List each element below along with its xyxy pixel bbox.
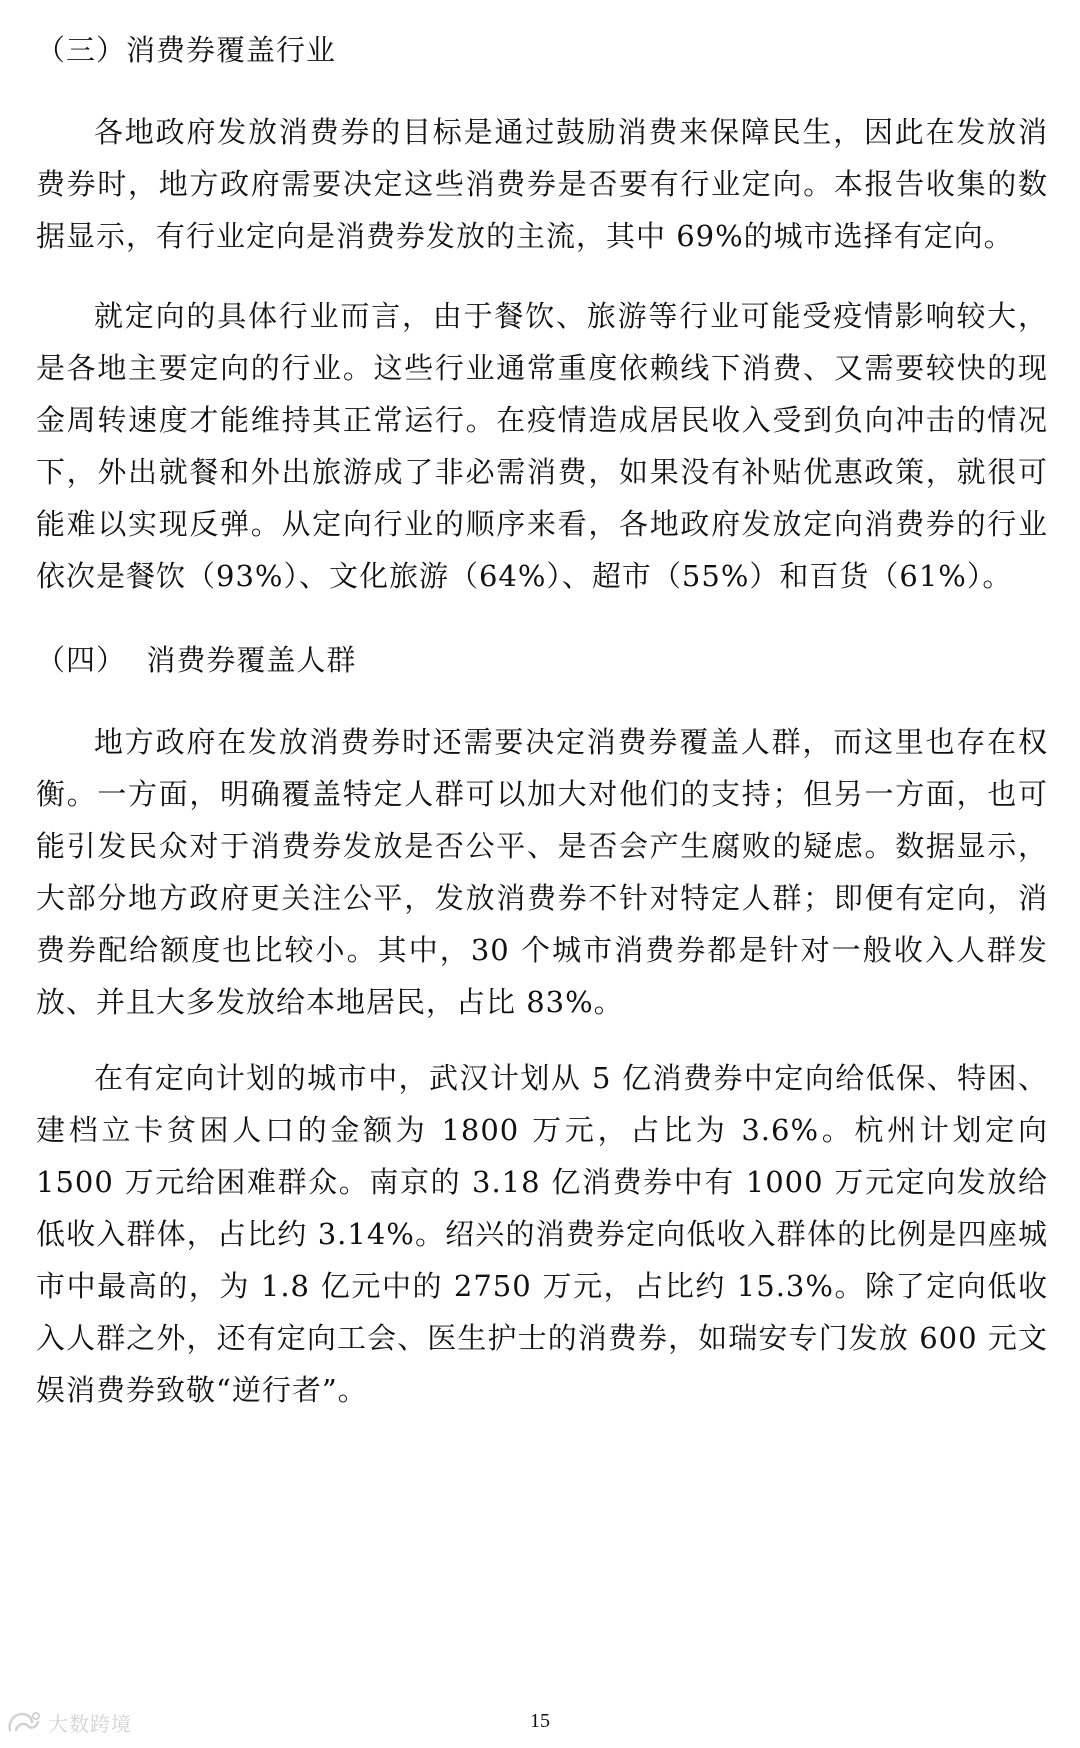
section-heading-4: （四） 消费券覆盖人群 bbox=[36, 643, 357, 677]
paragraph-4-2: 在有定向计划的城市中，武汉计划从 5 亿消费券中定向给低保、特困、建档立卡贫困人口的金额为 1800 万元，占比为 3.6%。杭州计划定向 1500 万元给困难群众。南京的 3.18 亿消费券中有 1000 万元定向发放给低收入群体，占比约 3.14%。绍兴的消费券定向低收入群体的比例是四座城市中最高的，为 1.8 亿元中的 2750 万元，占比约 15.3%。除了定向低收入人群之外，还有定向工会、医生护士的消费券，如瑞安专门发放 600 元文娱消费券致敬“逆行者”。 bbox=[36, 1061, 1048, 1407]
paragraph-3-1: 各地政府发放消费券的目标是通过鼓励消费来保障民生，因此在发放消费券时，地方政府需要决定这些消费券是否要有行业定向。本报告收集的数据显示，有行业定向是消费券发放的主流，其中 69%的城市选择有定向。 bbox=[36, 115, 1048, 253]
paragraph-4-1: 地方政府在发放消费券时还需要决定消费券覆盖人群，而这里也存在权衡。一方面，明确覆盖特定人群可以加大对他们的支持；但另一方面，也可能引发民众对于消费券发放是否公平、是否会产生腐败的疑虑。数据显示，大部分地方政府更关注公平，发放消费券不针对特定人群；即便有定向，消费券配给额度也比较小。其中，30 个城市消费券都是针对一般收入人群发放、并且大多发放给本地居民，占比 83%。 bbox=[36, 725, 1048, 1019]
watermark-text: 大数跨境 bbox=[48, 1711, 132, 1736]
paragraph-3-2: 就定向的具体行业而言，由于餐饮、旅游等行业可能受疫情影响较大，是各地主要定向的行业。这些行业通常重度依赖线下消费、又需要较快的现金周转速度才能维持其正常运行。在疫情造成居民收入受到负向冲击的情况下，外出就餐和外出旅游成了非必需消费，如果没有补贴优惠政策，就很可能难以实现反弹。从定向行业的顺序来看，各地政府发放定向消费券的行业依次是餐饮（93%）、文化旅游（64%）、超市（55%）和百货（61%）。 bbox=[36, 299, 1048, 593]
page-number: 15 bbox=[530, 1710, 550, 1732]
section-heading-3: （三）消费券覆盖行业 bbox=[36, 33, 337, 67]
